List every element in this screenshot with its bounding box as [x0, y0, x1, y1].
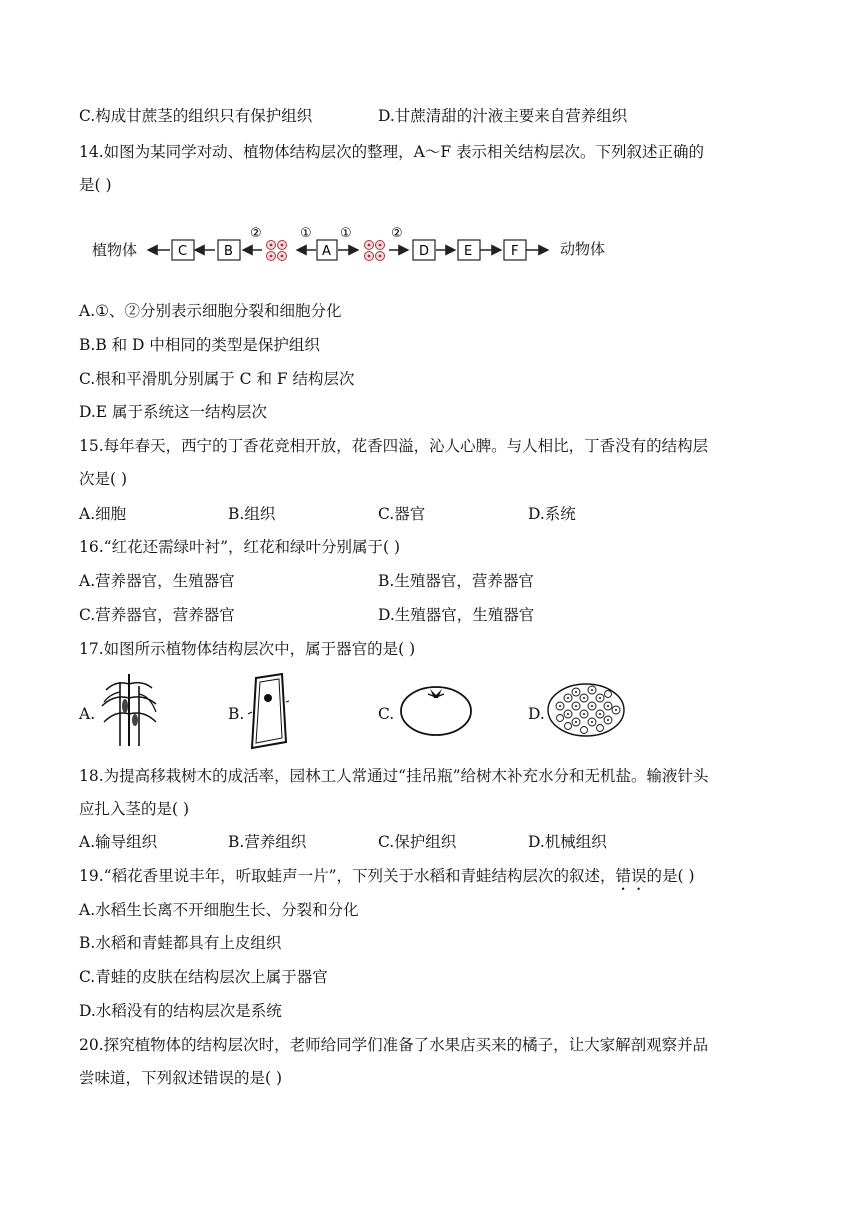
q17-option-d-label: D.: [528, 705, 545, 723]
q14-option-b: B.B 和 D 中相同的类型是保护组织: [79, 336, 320, 354]
q16-option-d: D.生殖器官，生殖器官: [378, 606, 535, 624]
q14-stem-line1: 14.如图为某同学对动、植物体结构层次的整理，A～F 表示相关结构层次。下列叙述正确的: [79, 143, 705, 161]
tomato-fruit-icon: [398, 680, 474, 738]
q19-option-b: B.水稻和青蛙都具有上皮组织: [79, 934, 282, 952]
q13-option-c: C.构成甘蔗茎的组织只有保护组织: [79, 107, 313, 125]
q13-option-d: D.甘蔗清甜的汁液主要来自营养组织: [378, 107, 628, 125]
q15-option-c: C.器官: [378, 505, 426, 523]
corn-plant-icon: [98, 672, 160, 748]
q16-option-a: A.营养器官，生殖器官: [79, 572, 235, 590]
q15-stem-line1: 15.每年春天，西宁的丁香花竞相开放，花香四溢，沁人心脾。与人相比，丁香没有的结构层: [79, 437, 709, 455]
q20-stem-line1: 20.探究植物体的结构层次时，老师给同学们准备了水果店买来的橘子，让大家解剖观察并品: [79, 1036, 709, 1054]
q18-option-a: A.输导组织: [79, 833, 158, 851]
q19-stem-emphasis: 错误: [615, 867, 647, 885]
q14-option-d: D.E 属于系统这一结构层次: [79, 403, 268, 421]
q14-option-a: A.①、②分别表示细胞分裂和细胞分化: [79, 302, 342, 320]
diagram-right-label: 动物体: [560, 240, 606, 258]
plant-cell-icon: [246, 672, 290, 750]
q19-option-c: C.青蛙的皮肤在结构层次上属于器官: [79, 968, 328, 986]
cell-cluster-left-icon: [267, 241, 287, 261]
q15-option-d: D.系统: [528, 505, 576, 523]
q19-option-d: D.水稻没有的结构层次是系统: [79, 1002, 282, 1020]
diagram-marker-2-left: ②: [250, 226, 262, 241]
q19-stem-after: 的是( ): [646, 867, 695, 885]
q14-option-c: C.根和平滑肌分别属于 C 和 F 结构层次: [79, 370, 355, 388]
tissue-cells-icon: [546, 682, 626, 738]
q20-stem-line2: 尝味道，下列叙述错误的是( ): [79, 1069, 283, 1087]
q19-stem: [79, 865, 695, 894]
q16-option-c: C.营养器官，营养器官: [79, 606, 235, 624]
diagram-marker-2-right: ②: [391, 226, 403, 241]
q15-option-a: A.细胞: [79, 505, 127, 523]
q16-stem: 16.“红花还需绿叶衬”，红花和绿叶分别属于( ): [79, 538, 401, 556]
q16-option-b: B.生殖器官，营养器官: [378, 572, 534, 590]
diagram-box-d: D: [419, 244, 430, 259]
q18-stem-line2: 应扎入茎的是( ): [79, 800, 190, 818]
q18-option-d: D.机械组织: [528, 833, 607, 851]
diagram-box-f: F: [511, 244, 519, 259]
q19-stem-before: 19.“稻花香里说丰年，听取蛙声一片”，下列关于水稻和青蛙结构层次的叙述，: [79, 867, 616, 885]
q18-option-b: B.营养组织: [228, 833, 307, 851]
q18-stem-line1: 18.为提高移栽树木的成活率，园林工人常通过“挂吊瓶”给树木补充水分和无机盐。输液针头: [79, 767, 709, 785]
diagram-marker-1-right: ①: [340, 226, 352, 241]
diagram-box-e: E: [464, 244, 473, 259]
q14-structure-diagram: [90, 222, 620, 268]
diagram-left-label: 植物体: [92, 241, 138, 259]
q17-option-a-label: A.: [79, 705, 96, 723]
q17-option-b-label: B.: [228, 705, 245, 723]
q14-stem-line2: 是( ): [79, 176, 112, 194]
q15-option-b: B.组织: [228, 505, 276, 523]
diagram-box-c: C: [178, 244, 188, 259]
diagram-box-a: A: [322, 244, 331, 259]
q17-stem: 17.如图所示植物体结构层次中，属于器官的是( ): [79, 640, 416, 658]
q18-option-c: C.保护组织: [378, 833, 457, 851]
q15-stem-line2: 次是( ): [79, 470, 128, 488]
cell-cluster-right-icon: [365, 241, 385, 261]
q19-option-a: A.水稻生长离不开细胞生长、分裂和分化: [79, 901, 359, 919]
diagram-marker-1-left: ①: [300, 226, 312, 241]
diagram-box-b: B: [224, 244, 233, 259]
q17-option-c-label: C.: [378, 705, 395, 723]
